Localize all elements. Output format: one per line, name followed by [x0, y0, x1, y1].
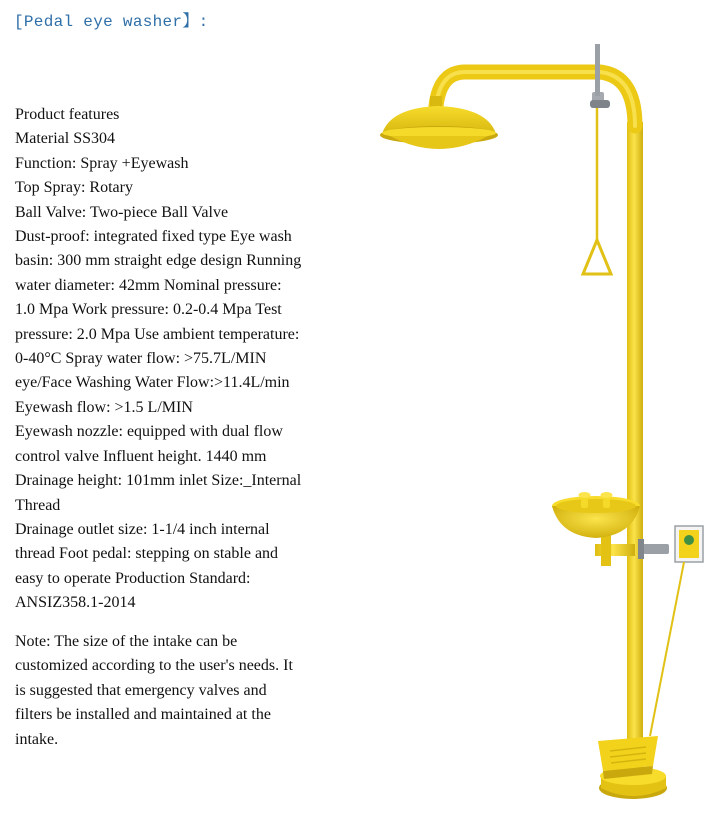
note-line: filters be installed and maintained at the: [15, 706, 271, 724]
product-features: [15, 103, 350, 616]
feature-line: Product features: [15, 106, 120, 123]
feature-line: Function: Spray +Eyewash: [15, 154, 189, 172]
feature-line: pressure: 2.0 Mpa Use ambient temperature:: [15, 325, 300, 343]
shower-head: [380, 96, 498, 149]
feature-line: 1.0 Mpa Work pressure: 0.2-0.4 Mpa Test: [15, 301, 282, 319]
feature-line: Eyewash nozzle: equipped with dual flow: [15, 423, 283, 441]
pedal-rod: [650, 562, 684, 736]
note-line: intake.: [15, 730, 59, 748]
feature-line: control valve Influent height. 1440 mm: [15, 447, 267, 465]
foot-pedal: [598, 736, 667, 799]
feature-line: Drainage outlet size: 1-1/4 inch internal: [15, 520, 270, 538]
eyewash-bowl: [552, 492, 640, 538]
main-pipe: [627, 122, 643, 782]
section-heading: [Pedal eye washer】:: [14, 13, 209, 31]
feature-line: basin: 300 mm straight edge design Running: [15, 252, 302, 270]
note-line: is suggested that emergency valves and: [15, 681, 267, 699]
eyewash-valve: [638, 539, 669, 559]
note-line: Note: The size of the intake can be: [15, 633, 238, 650]
eyewash-station-illustration: [370, 36, 720, 826]
safety-sign: [675, 526, 703, 562]
feature-line: Eyewash flow: >1.5 L/MIN: [15, 398, 193, 416]
feature-line: thread Foot pedal: stepping on stable and: [15, 545, 279, 563]
feature-line: easy to operate Production Standard:: [15, 569, 251, 587]
feature-line: water diameter: 42mm Nominal pressure:: [15, 276, 282, 294]
pull-handle: [583, 240, 611, 274]
note-paragraph: [15, 630, 350, 752]
feature-line: Top Spray: Rotary: [15, 179, 133, 197]
feature-line: Material SS304: [15, 130, 115, 148]
feature-line: Drainage height: 101mm inlet Size:_Internal: [15, 472, 302, 490]
feature-line: 0-40°C Spray water flow: >75.7L/MIN: [15, 350, 267, 368]
note-line: customized according to the user's needs. It: [15, 657, 293, 675]
feature-line: Dust-proof: integrated fixed type Eye wash: [15, 228, 292, 246]
feature-line: eye/Face Washing Water Flow:>11.4L/min: [15, 374, 290, 392]
feature-line: Ball Valve: Two-piece Ball Valve: [15, 203, 229, 221]
feature-line: Thread: [15, 496, 61, 514]
feature-line: ANSIZ358.1-2014: [15, 594, 136, 612]
